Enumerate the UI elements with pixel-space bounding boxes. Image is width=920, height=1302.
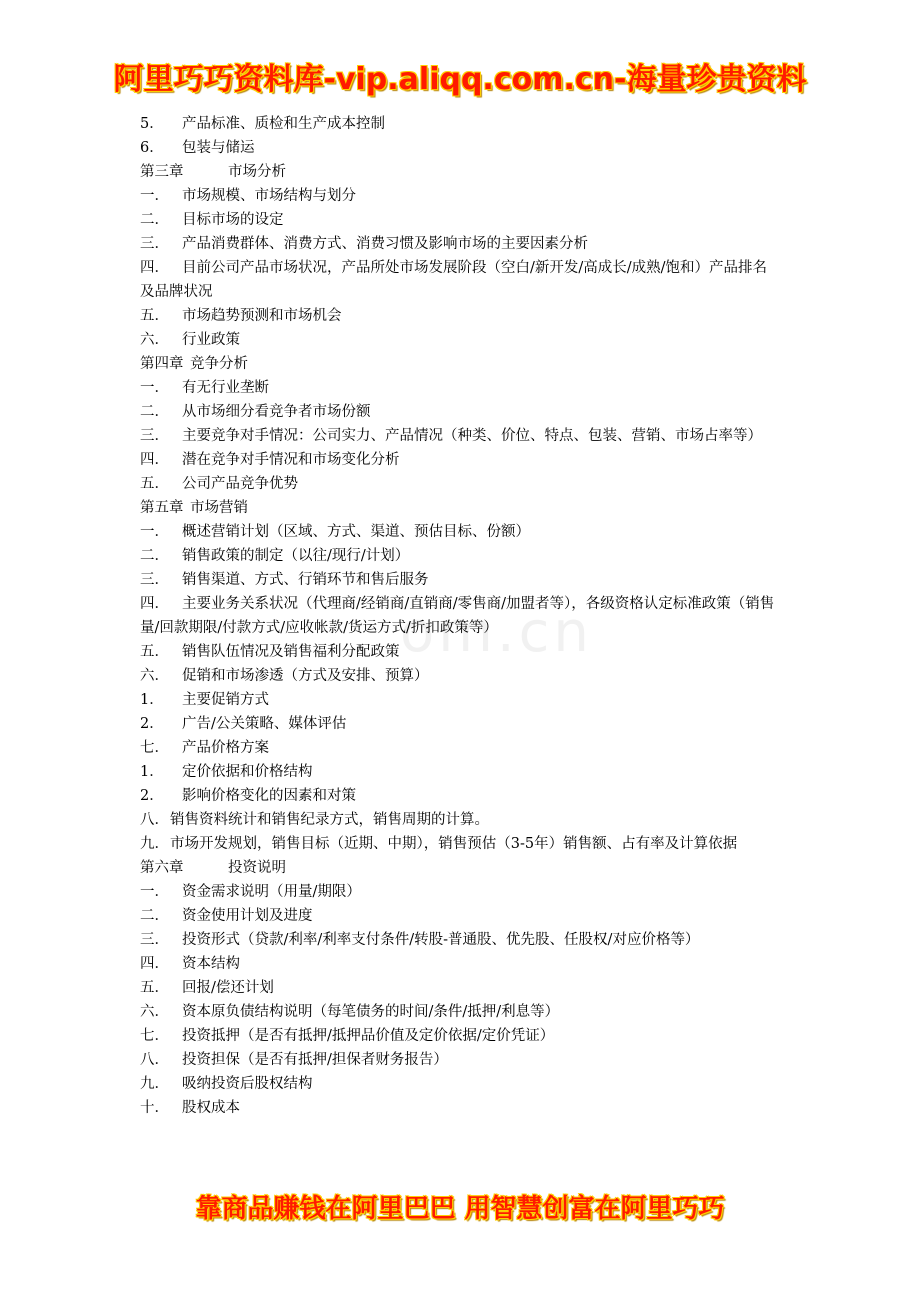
outline-line <box>140 304 780 328</box>
outline-text: 投资说明 <box>228 860 286 876</box>
outline-text: 主要业务关系状况（代理商/经销商/直销商/零售商/加盟者等），各级资格认定标准政策（销售量/回款期限/付款方式/应收帐款/货运方式/折扣政策等） <box>140 596 775 636</box>
outline-line <box>140 904 780 928</box>
outline-text: 销售渠道、方式、行销环节和售后服务 <box>182 572 429 588</box>
outline-line <box>140 808 780 832</box>
outline-number: 七． <box>140 740 169 756</box>
outline-line <box>140 880 780 904</box>
outline-text: 定价依据和价格结构 <box>182 764 313 780</box>
outline-text: 资金需求说明（用量/期限） <box>182 884 361 900</box>
outline-number: 七． <box>140 1028 169 1044</box>
outline-line <box>140 1048 780 1072</box>
outline-line <box>140 544 780 568</box>
watermark: om.cn <box>400 600 593 665</box>
outline-text: 从市场细分看竞争者市场份额 <box>182 404 371 420</box>
outline-line <box>140 184 780 208</box>
outline-line <box>140 424 780 448</box>
outline-text: 销售政策的制定（以往/现行/计划） <box>182 548 410 564</box>
outline-text: 销售资料统计和销售纪录方式，销售周期的计算。 <box>170 812 489 828</box>
outline-line <box>140 472 780 496</box>
outline-text: 市场开发规划，销售目标（近期、中期），销售预估（3-5年）销售额、占有率及计算依据 <box>170 836 738 852</box>
outline-text: 市场趋势预测和市场机会 <box>182 308 342 324</box>
outline-number: 第六章 <box>140 860 184 876</box>
outline-number: 四． <box>140 956 169 972</box>
outline-number: 六． <box>140 1004 169 1020</box>
outline-number: 一． <box>140 188 169 204</box>
outline-line <box>140 112 780 136</box>
outline-line <box>140 976 780 1000</box>
outline-number: 六． <box>140 332 169 348</box>
outline-text: 吸纳投资后股权结构 <box>182 1076 313 1092</box>
outline-line <box>140 376 780 400</box>
document-body <box>140 112 780 1120</box>
outline-line <box>140 640 780 664</box>
outline-number: 五． <box>140 308 169 324</box>
outline-text: 行业政策 <box>182 332 240 348</box>
outline-number: 三． <box>140 236 169 252</box>
outline-text: 促销和市场渗透（方式及安排、预算） <box>182 668 429 684</box>
outline-text: 市场营销 <box>190 500 248 516</box>
outline-line <box>140 496 780 520</box>
outline-line <box>140 1000 780 1024</box>
outline-text: 主要竞争对手情况：公司实力、产品情况（种类、价位、特点、包装、营销、市场占率等） <box>182 428 762 444</box>
outline-number: 一． <box>140 884 169 900</box>
outline-number: 二． <box>140 212 169 228</box>
outline-text: 产品价格方案 <box>182 740 269 756</box>
outline-line <box>140 1096 780 1120</box>
header-banner: 阿里巧巧资料库-vip.aliqq.com.cn-海量珍贵资料 <box>113 62 807 97</box>
outline-line <box>140 664 780 688</box>
outline-number: 二． <box>140 908 169 924</box>
outline-text: 产品消费群体、消费方式、消费习惯及影响市场的主要因素分析 <box>182 236 588 252</box>
outline-text: 销售队伍情况及销售福利分配政策 <box>182 644 400 660</box>
outline-number: 八． <box>140 1052 169 1068</box>
outline-line <box>140 712 780 736</box>
outline-line <box>140 1024 780 1048</box>
outline-line <box>140 136 780 160</box>
outline-line <box>140 784 780 808</box>
outline-text: 目前公司产品市场状况，产品所处市场发展阶段（空白/新开发/高成长/成熟/饱和）产品排名及品牌状况 <box>140 260 768 300</box>
outline-text: 竞争分析 <box>190 356 248 372</box>
outline-number: 2． <box>140 716 164 732</box>
outline-line <box>140 568 780 592</box>
outline-text: 广告/公关策略、媒体评估 <box>182 716 347 732</box>
outline-number: 五． <box>140 476 169 492</box>
outline-number: 三． <box>140 572 169 588</box>
outline-number: 九． <box>140 836 169 852</box>
outline-number: 1． <box>140 764 164 780</box>
outline-line <box>140 232 780 256</box>
outline-line <box>140 208 780 232</box>
outline-text: 目标市场的设定 <box>182 212 284 228</box>
outline-text: 影响价格变化的因素和对策 <box>182 788 356 804</box>
outline-number: 一． <box>140 524 169 540</box>
outline-line <box>140 592 780 640</box>
outline-text: 有无行业垄断 <box>182 380 269 396</box>
outline-text: 公司产品竞争优势 <box>182 476 298 492</box>
outline-line <box>140 256 780 304</box>
outline-number: 第五章 <box>140 500 184 516</box>
outline-number: 十． <box>140 1100 169 1116</box>
outline-number: 6． <box>140 140 164 156</box>
outline-text: 概述营销计划（区域、方式、渠道、预估目标、份额） <box>182 524 530 540</box>
outline-number: 三． <box>140 428 169 444</box>
outline-line <box>140 928 780 952</box>
outline-text: 市场规模、市场结构与划分 <box>182 188 356 204</box>
outline-text: 资本原负债结构说明（每笔债务的时间/条件/抵押/利息等） <box>182 1004 560 1020</box>
outline-number: 二． <box>140 548 169 564</box>
outline-text: 包装与储运 <box>182 140 255 156</box>
outline-line <box>140 1072 780 1096</box>
outline-text: 产品标准、质检和生产成本控制 <box>182 116 385 132</box>
outline-number: 八． <box>140 812 169 828</box>
outline-line <box>140 352 780 376</box>
footer-banner: 靠商品赚钱在阿里巴巴 用智慧创富在阿里巧巧 <box>195 1194 725 1224</box>
outline-number: 2． <box>140 788 164 804</box>
outline-line <box>140 952 780 976</box>
outline-number: 5． <box>140 116 164 132</box>
outline-text: 资金使用计划及进度 <box>182 908 313 924</box>
outline-number: 第四章 <box>140 356 184 372</box>
outline-number: 四． <box>140 596 169 612</box>
outline-line <box>140 760 780 784</box>
outline-number: 六． <box>140 668 169 684</box>
outline-number: 二． <box>140 404 169 420</box>
outline-text: 投资抵押（是否有抵押/抵押品价值及定价依据/定价凭证） <box>182 1028 555 1044</box>
outline-line <box>140 736 780 760</box>
outline-text: 投资形式（贷款/利率/利率支付条件/转股-普通股、优先股、任股权/对应价格等） <box>182 932 700 948</box>
outline-text: 股权成本 <box>182 1100 240 1116</box>
outline-text: 回报/偿还计划 <box>182 980 274 996</box>
outline-text: 投资担保（是否有抵押/担保者财务报告） <box>182 1052 448 1068</box>
outline-number: 四． <box>140 452 169 468</box>
outline-text: 潜在竞争对手情况和市场变化分析 <box>182 452 400 468</box>
outline-line <box>140 328 780 352</box>
outline-number: 三． <box>140 932 169 948</box>
outline-number: 五． <box>140 644 169 660</box>
outline-line <box>140 520 780 544</box>
outline-line <box>140 160 780 184</box>
outline-line <box>140 688 780 712</box>
outline-number: 第三章 <box>140 164 184 180</box>
outline-line <box>140 400 780 424</box>
outline-number: 四． <box>140 260 169 276</box>
outline-line <box>140 448 780 472</box>
outline-text: 主要促销方式 <box>182 692 269 708</box>
outline-line <box>140 856 780 880</box>
outline-text: 市场分析 <box>228 164 286 180</box>
outline-number: 九． <box>140 1076 169 1092</box>
outline-number: 五． <box>140 980 169 996</box>
outline-number: 1． <box>140 692 164 708</box>
outline-line <box>140 832 780 856</box>
outline-number: 一． <box>140 380 169 396</box>
outline-text: 资本结构 <box>182 956 240 972</box>
